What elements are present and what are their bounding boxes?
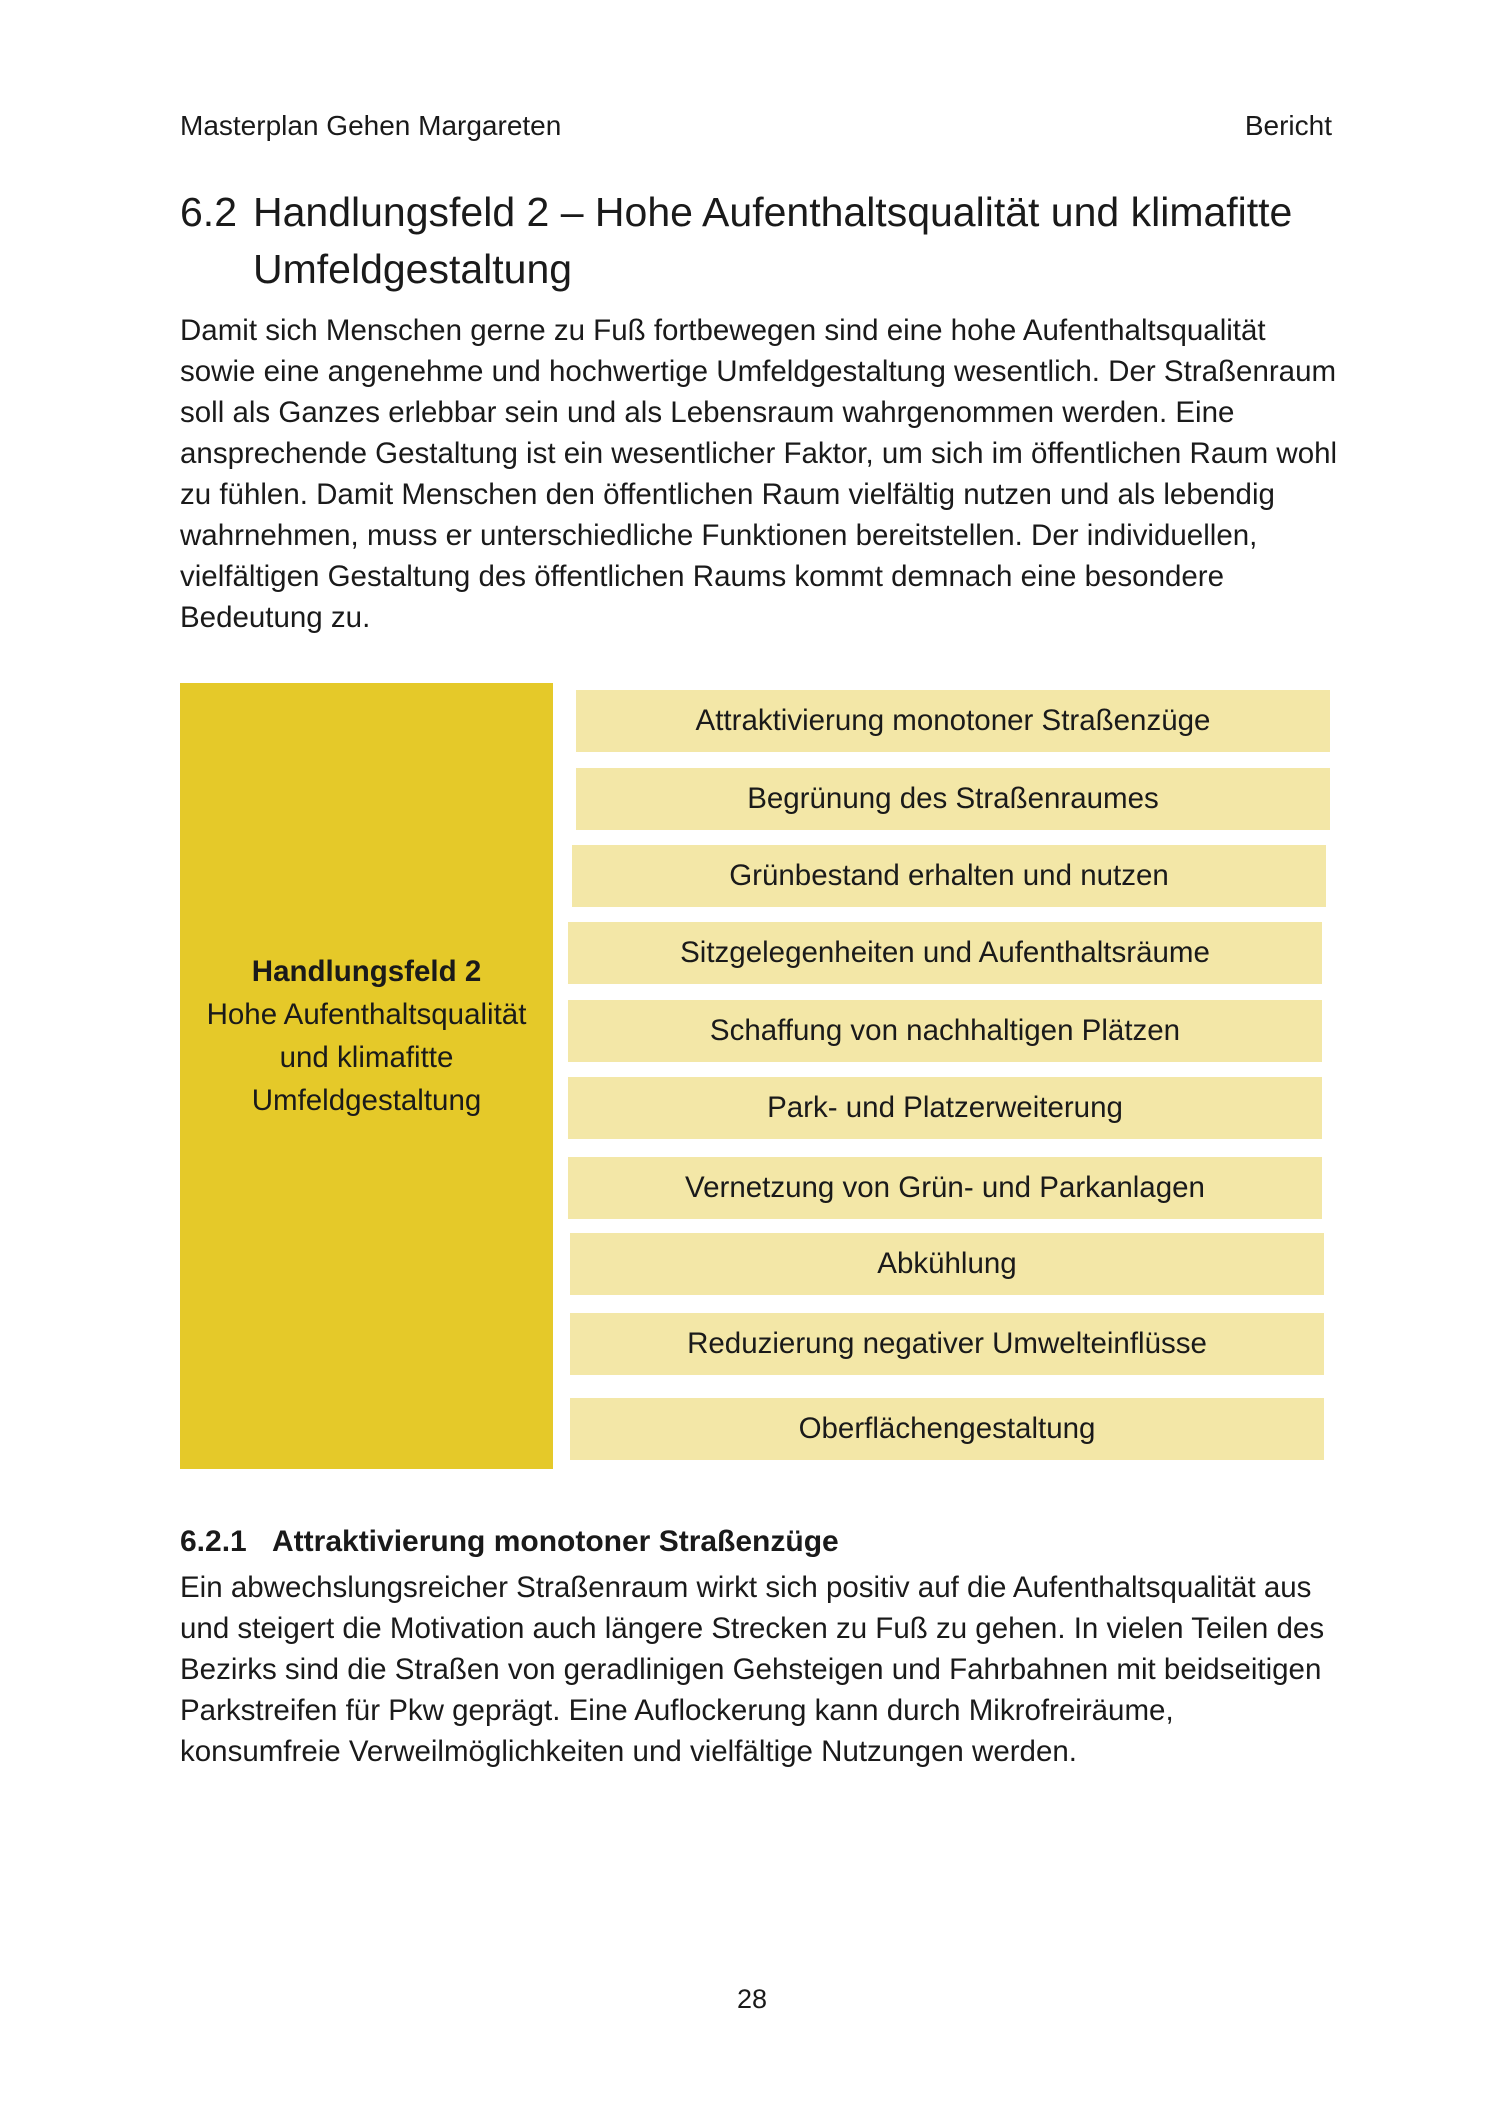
diagram-item: Grünbestand erhalten und nutzen <box>572 845 1326 907</box>
section-heading <box>180 184 1330 298</box>
diagram-item: Oberflächengestaltung <box>570 1398 1324 1460</box>
subsection-title: Attraktivierung monotoner Straßenzüge <box>272 1525 839 1558</box>
diagram-item: Vernetzung von Grün- und Parkanlagen <box>568 1157 1322 1219</box>
diagram-item: Schaffung von nachhaltigen Plätzen <box>568 1000 1322 1062</box>
intro-paragraph <box>180 310 1340 638</box>
section-title: Handlungsfeld 2 – Hohe Aufenthaltsqualität und klimafitte Umfeldgestaltung <box>253 189 1293 292</box>
running-header-section: Bericht <box>1244 110 1332 141</box>
diagram-item: Begrünung des Straßenraumes <box>576 768 1330 830</box>
diagram-main-box <box>180 683 553 1469</box>
subsection-paragraph <box>180 1567 1340 1772</box>
diagram-main-subtitle: Hohe Aufenthaltsqualität und klimafitte Umfeldgestaltung <box>206 998 527 1117</box>
subsection-text: Ein abwechslungsreicher Straßenraum wirkt sich positiv auf die Aufenthaltsqualität aus und steigert die Motivation auch längere Strecken zu Fuß zu gehen. In vielen Teilen des Bezirks sind die Straßen von geradlinigen Gehsteigen und Fahrbahnen mit beidseitigen Parkstreifen für Pkw geprägt. Eine Auflockerung kann durch Mikrofreiräume, konsumfreie Verweilmöglichkeiten und vielfältige Nutzungen werden. <box>180 1571 1325 1768</box>
subsection-heading <box>180 1525 839 1559</box>
diagram-item: Reduzierung negativer Umwelteinflüsse <box>570 1313 1324 1375</box>
diagram-main-title: Handlungsfeld 2 <box>251 955 482 988</box>
diagram-item: Park- und Platzerweiterung <box>568 1077 1322 1139</box>
subsection-number: 6.2.1 <box>180 1525 247 1558</box>
diagram-item: Abkühlung <box>570 1233 1324 1295</box>
running-header-title: Masterplan Gehen Margareten <box>180 110 562 141</box>
diagram-item: Attraktivierung monotoner Straßenzüge <box>576 690 1330 752</box>
section-number: 6.2 <box>180 189 237 235</box>
intro-text: Damit sich Menschen gerne zu Fuß fortbewegen sind eine hohe Aufenthaltsqualität sowie eine angenehme und hochwertige Umfeldgestaltung wesentlich. Der Straßenraum soll als Ganzes erlebbar sein und als Lebensraum wahrgenommen werden. Eine ansprechende Gestaltung ist ein wesentlicher Faktor, um sich im öffentlichen Raum wohl zu fühlen. Damit Menschen den öffentlichen Raum vielfältig nutzen und als lebendig wahrnehmen, muss er unterschiedliche Funktionen bereitstellen. Der individuellen, vielfältigen Gestaltung des öffentlichen Raums kommt demnach eine besondere Bedeutung zu. <box>180 314 1338 634</box>
diagram-item: Sitzgelegenheiten und Aufenthaltsräume <box>568 922 1322 984</box>
page-number: 28 <box>736 1984 768 2014</box>
